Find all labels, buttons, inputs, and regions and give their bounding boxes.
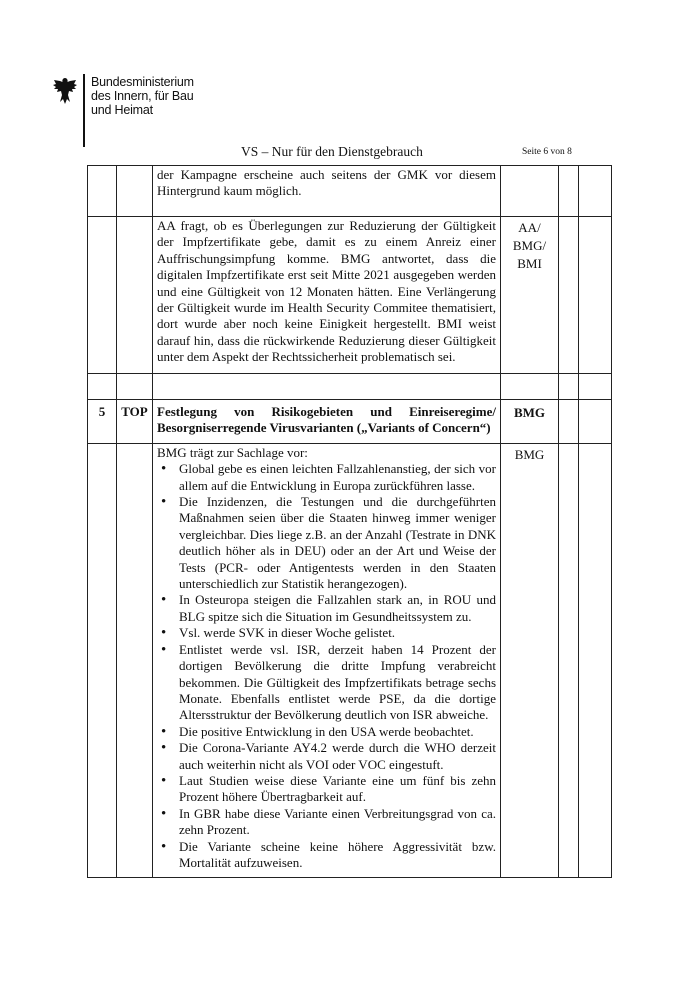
- list-item: • Entlistet werde vsl. ISR, derzeit haben 14 Prozent der dortigen Bevölkerung die dritte Impfung verabreicht bekommen. Die Gültigkeit des Impfzertifikats betrage sechs Monate. Ebenfalls entlistet werde PSE, da die dortige Altersstruktur der Bevölkerung deutlich von ISR abweiche.: [157, 642, 496, 724]
- cell-responsible: [501, 217, 559, 374]
- cell-empty: [579, 374, 612, 400]
- agenda-top-label: TOP: [117, 400, 153, 444]
- ministry-line: und Heimat: [91, 103, 153, 117]
- cell-text: [153, 443, 501, 878]
- cell-top: [117, 443, 153, 878]
- list-item: • Vsl. werde SVK in dieser Woche gelistet.: [157, 625, 496, 641]
- list-item: • Die Corona-Variante AY4.2 werde durch die WHO derzeit auch weiterhin nicht als VOI oder VOC eingestuft.: [157, 740, 496, 773]
- cell-text: der Kampagne erscheine auch seitens der GMK vor diesem Hintergrund kaum möglich.: [153, 166, 501, 217]
- ministry-line: Bundesministerium: [91, 75, 194, 89]
- classification-label: VS – Nur für den Dienstgebrauch: [241, 144, 423, 159]
- table-row: [88, 166, 612, 217]
- cell-empty: [117, 374, 153, 400]
- cell-responsible: BMG: [501, 400, 559, 444]
- list-item: • Die Inzidenzen, die Testungen und die durchgeführten Maßnahmen seien über die Staaten hinweg immer weniger vergleichbar. Dies liege z.B. an der Anzahl (Testrate in DNK deutlich höher als in DEU) oder an der Art und Weise der Tests (PCR- oder Antigentests werden in den Staaten unterschiedlich zur Statistik herangezogen).: [157, 494, 496, 592]
- table-row: [88, 374, 612, 400]
- cell-empty: [559, 374, 579, 400]
- cell-empty: [579, 443, 612, 878]
- agenda-title-line: Festlegung von Risikogebieten und Einreiseregime/: [157, 404, 496, 419]
- protocol-table: [87, 165, 612, 878]
- responsible-label: AA/: [518, 220, 541, 235]
- list-item: • In GBR habe diese Variante einen Verbreitungsgrad von ca. zehn Prozent.: [157, 806, 496, 839]
- cell-empty: [579, 400, 612, 444]
- intro-text: BMG trägt zur Sachlage vor:: [157, 444, 308, 460]
- federal-eagle-icon: [52, 76, 78, 106]
- table-row: [88, 217, 612, 374]
- cell-empty: [579, 217, 612, 374]
- list-item: • Global gebe es einen leichten Fallzahlenanstieg, der sich vor allem auf die Entwicklung in Europa zurückführen lasse.: [157, 461, 496, 494]
- agenda-title-line: Besorgniserregende Virusvarianten („Variants of Concern“): [157, 420, 491, 436]
- logo-divider: [83, 74, 85, 147]
- list-item: • Die Variante scheine keine höhere Aggressivität bzw. Mortalität aufzuweisen.: [157, 839, 496, 872]
- agenda-number: 5: [88, 400, 117, 444]
- cell-number: [88, 166, 117, 217]
- cell-empty: [501, 374, 559, 400]
- list-item: • Laut Studien weise diese Variante eine um fünf bis zehn Prozent höhere Übertragbarkeit auf.: [157, 773, 496, 806]
- cell-responsible: BMG: [501, 443, 559, 878]
- ministry-line: des Innern, für Bau: [91, 89, 194, 103]
- cell-empty: [579, 166, 612, 217]
- cell-top: [117, 217, 153, 374]
- agenda-title: [153, 400, 501, 444]
- ministry-name: [91, 75, 194, 117]
- cell-empty: [559, 217, 579, 374]
- list-item: • In Osteuropa steigen die Fallzahlen stark an, in ROU und BLG spitze sich die Situation im Gesundheitssystem zu.: [157, 592, 496, 625]
- cell-number: [88, 443, 117, 878]
- cell-empty: [153, 374, 501, 400]
- cell-empty: [559, 166, 579, 217]
- page-number: Seite 6 von 8: [522, 147, 572, 157]
- cell-top: [117, 166, 153, 217]
- cell-empty: [88, 374, 117, 400]
- table-row: [88, 443, 612, 878]
- cell-empty: [559, 443, 579, 878]
- cell-text: AA fragt, ob es Überlegungen zur Reduzierung der Gültigkeit der Impfzertifikate gebe, damit es zu einem Anreiz einer Auffrischungsimpfung komme. BMG antwortet, dass die digitalen Impfzertifikate erst seit Mitte 2021 ausgegeben werden und eine Gültigkeit von 12 Monaten hätten. Eine Verlängerung der Gültigkeit wurde im Health Security Commitee thematisiert, dort wurde aber noch keine Einigkeit hergestellt. BMI weist darauf hin, dass die rückwirkende Reduzierung dieser Gültigkeit unter dem Aspekt der Rechtssicherheit problematisch sei.: [153, 217, 501, 374]
- bullet-list: [157, 461, 496, 871]
- cell-number: [88, 217, 117, 374]
- list-item: • Die positive Entwicklung in den USA werde beobachtet.: [157, 724, 496, 740]
- responsible-label: BMG/: [512, 238, 547, 253]
- cell-empty: [559, 400, 579, 444]
- table-row: [88, 400, 612, 444]
- cell-responsible: [501, 166, 559, 217]
- responsible-label: BMI: [517, 256, 542, 271]
